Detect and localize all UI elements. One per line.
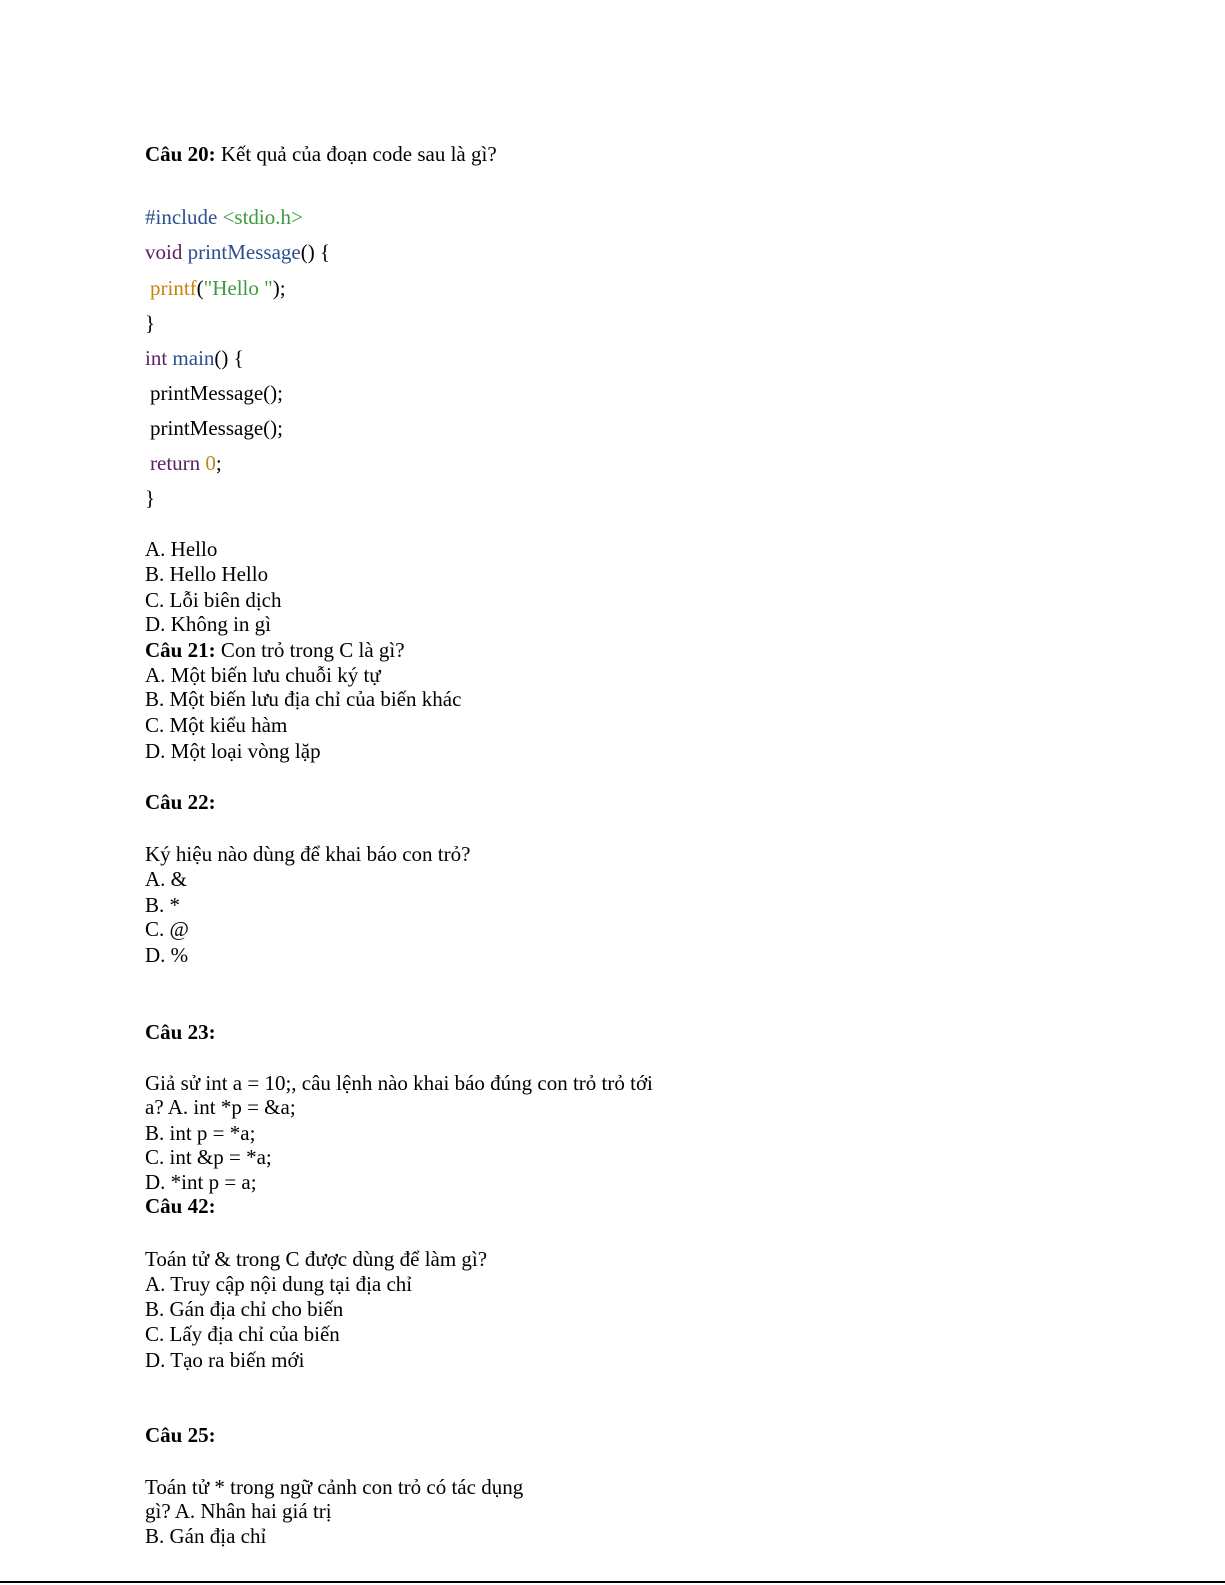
code-line-1 <box>145 205 303 230</box>
question-42-text: Toán tử & trong C được dùng để làm gì? <box>145 1247 488 1271</box>
question-25-text-line-1: Toán tử * trong ngữ cảnh con trỏ có tác dụng <box>145 1475 524 1499</box>
code-function-name: printMessage <box>187 240 301 264</box>
question-22-label: Câu 22: <box>145 790 216 814</box>
code-void-keyword: void <box>145 240 183 264</box>
code-main-name: main <box>172 346 215 370</box>
code-line-9: } <box>145 486 156 510</box>
code-printf: printf <box>150 276 197 300</box>
option-22-a: A. & <box>145 867 187 891</box>
option-21-b: B. Một biến lưu địa chỉ của biến khác <box>145 687 462 711</box>
question-42-heading <box>145 1194 216 1219</box>
code-line-7: printMessage(); <box>150 416 283 440</box>
option-20-d: D. Không in gì <box>145 612 271 636</box>
code-semicolon: ; <box>215 451 222 475</box>
option-42-c: C. Lấy địa chỉ của biến <box>145 1322 340 1346</box>
option-21-c: C. Một kiểu hàm <box>145 713 288 737</box>
code-include-file: <stdio.h> <box>222 205 303 229</box>
code-line-2-rest: () { <box>300 240 331 264</box>
question-23-heading <box>145 1020 216 1045</box>
option-23-d: D. *int p = a; <box>145 1170 257 1194</box>
question-23-text-line-2: a? A. int *p = &a; <box>145 1095 296 1119</box>
code-include-directive: #include <box>145 205 218 229</box>
code-line-5 <box>145 346 244 371</box>
question-20-label: Câu 20: <box>145 142 216 166</box>
question-21-label: Câu 21: <box>145 638 216 662</box>
option-21-d: D. Một loại vòng lặp <box>145 739 321 763</box>
code-line-3 <box>150 276 286 301</box>
question-22-heading <box>145 790 216 815</box>
option-20-b: B. Hello Hello <box>145 562 269 586</box>
code-paren-open: ( <box>196 276 204 300</box>
option-21-a: A. Một biến lưu chuỗi ký tự <box>145 663 381 687</box>
code-int-keyword: int <box>145 346 168 370</box>
option-42-d: D. Tạo ra biến mới <box>145 1348 305 1372</box>
code-line-8 <box>150 451 222 476</box>
code-line-6: printMessage(); <box>150 381 283 405</box>
question-20-heading <box>145 142 497 167</box>
option-42-b: B. Gán địa chỉ cho biến <box>145 1297 344 1321</box>
question-21-heading <box>145 638 405 663</box>
option-22-c: C. @ <box>145 917 189 941</box>
option-23-b: B. int p = *a; <box>145 1121 256 1145</box>
question-23-text-line-1: Giả sử int a = 10;, câu lệnh nào khai báo đúng con trỏ trỏ tới <box>145 1071 653 1095</box>
question-25-text-line-2: gì? A. Nhân hai giá trị <box>145 1499 332 1523</box>
option-22-d: D. % <box>145 943 189 967</box>
code-line-4: } <box>145 311 156 335</box>
question-23-label: Câu 23: <box>145 1020 216 1044</box>
code-paren-close: ); <box>272 276 286 300</box>
question-25-label: Câu 25: <box>145 1423 216 1447</box>
code-return-keyword: return <box>150 451 201 475</box>
code-number-literal: 0 <box>205 451 216 475</box>
option-22-b: B. * <box>145 893 181 917</box>
code-string-literal: "Hello " <box>203 276 273 300</box>
question-21-text: Con trỏ trong C là gì? <box>220 638 405 662</box>
option-42-a: A. Truy cập nội dung tại địa chỉ <box>145 1272 413 1296</box>
question-25-heading <box>145 1423 216 1448</box>
question-42-label: Câu 42: <box>145 1194 216 1218</box>
question-20-text: Kết quả của đoạn code sau là gì? <box>220 142 497 166</box>
code-line-2 <box>145 240 330 265</box>
option-25-b: B. Gán địa chỉ <box>145 1524 267 1548</box>
question-22-text: Ký hiệu nào dùng để khai báo con trỏ? <box>145 842 471 866</box>
code-line-5-rest: () { <box>214 346 244 370</box>
option-20-c: C. Lỗi biên dịch <box>145 588 282 612</box>
option-20-a: A. Hello <box>145 537 218 561</box>
page-bottom-border <box>0 1581 1225 1583</box>
option-23-c: C. int &p = *a; <box>145 1145 272 1169</box>
